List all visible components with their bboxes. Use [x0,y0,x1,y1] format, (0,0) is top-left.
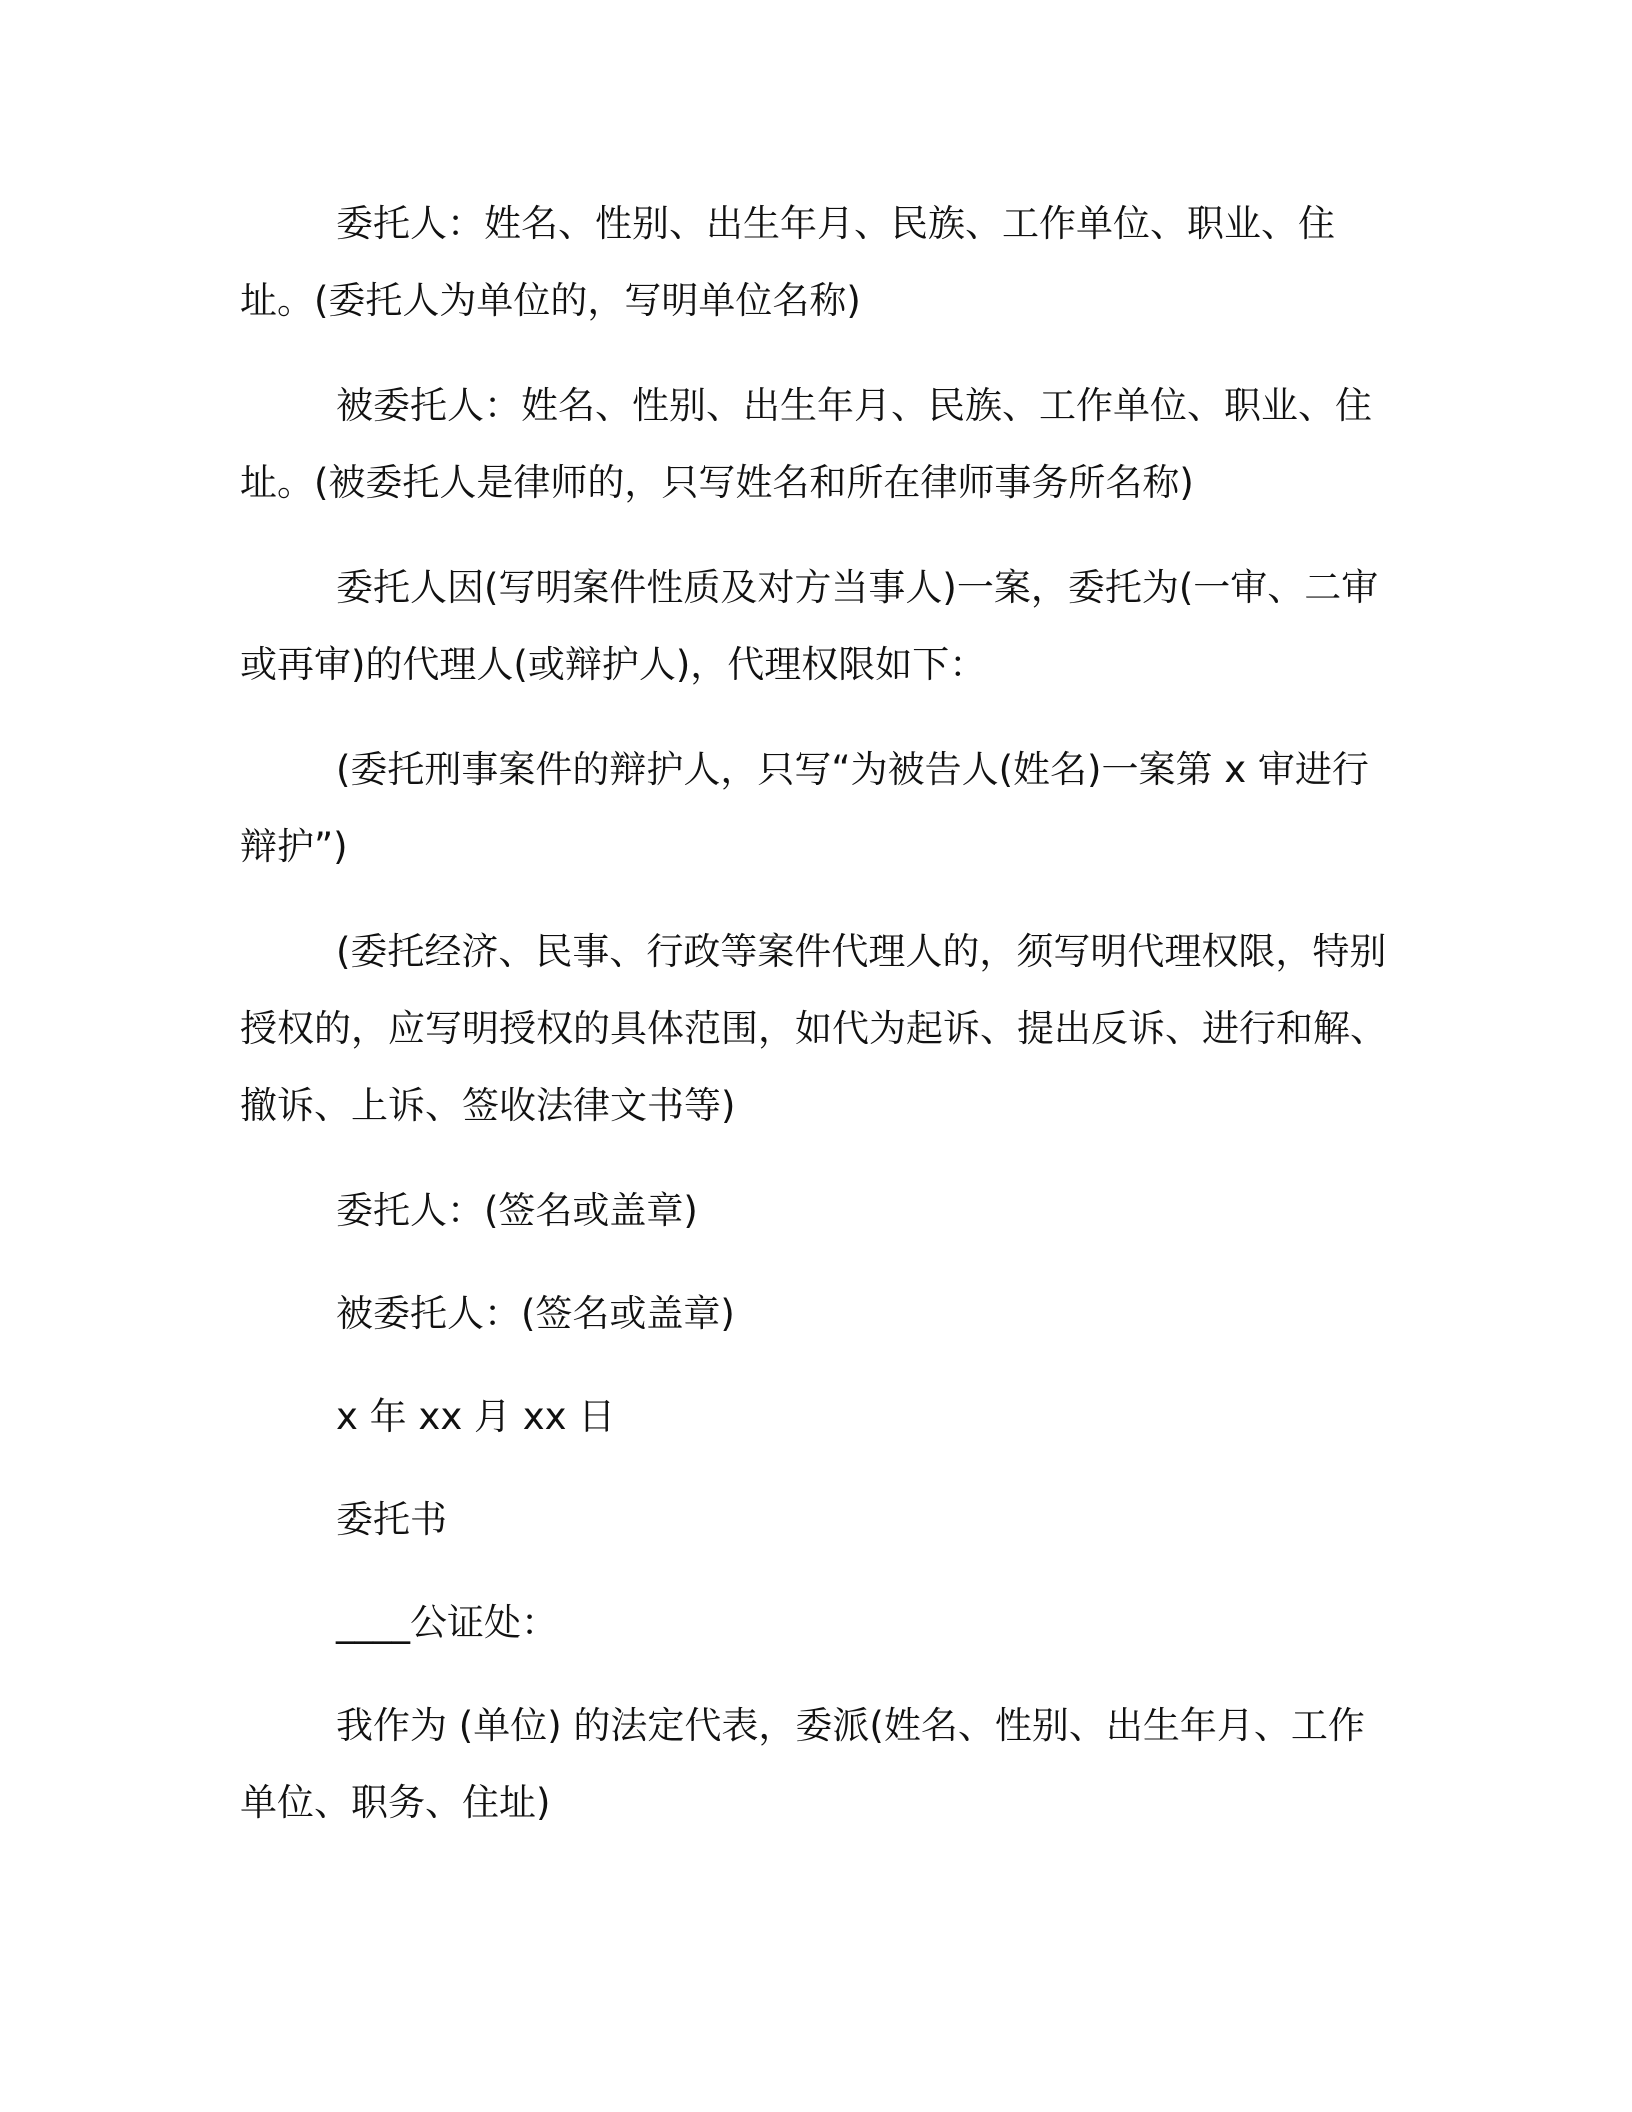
paragraph-criminal-defender-note: (委托刑事案件的辩护人，只写“为被告人(姓名)一案第 x 审进行辩护”) [240,748,1369,868]
paragraph-agent: 被委托人：姓名、性别、出生年月、民族、工作单位、职业、住址。(被委托人是律师的，只写姓名和所在律师事务所名称) [240,384,1372,504]
addressee-line: ____公证处： [336,1601,558,1644]
paragraph-case-entrustment: 委托人因(写明案件性质及对方当事人)一案，委托为(一审、二审或再审)的代理人(或辩护人)，代理权限如下： [240,566,1379,686]
date-line: x 年 xx 月 xx 日 [336,1395,616,1438]
paragraph-principal: 委托人：姓名、性别、出生年月、民族、工作单位、职业、住址。(委托人为单位的，写明单位名称) [240,202,1335,322]
section-title: 委托书 [336,1498,447,1541]
paragraph-legal-representative: 我作为 (单位) 的法定代表，委派(姓名、性别、出生年月、工作单位、职务、住址) [240,1704,1365,1824]
signature-agent: 被委托人：(签名或盖章) [336,1292,735,1335]
document-body [240,185,1396,1869]
signature-principal: 委托人：(签名或盖章) [336,1189,698,1232]
paragraph-civil-agent-note: (委托经济、民事、行政等案件代理人的，须写明代理权限，特别授权的，应写明授权的具体范围，如代为起诉、提出反诉、进行和解、撤诉、上诉、签收法律文书等) [240,930,1387,1127]
